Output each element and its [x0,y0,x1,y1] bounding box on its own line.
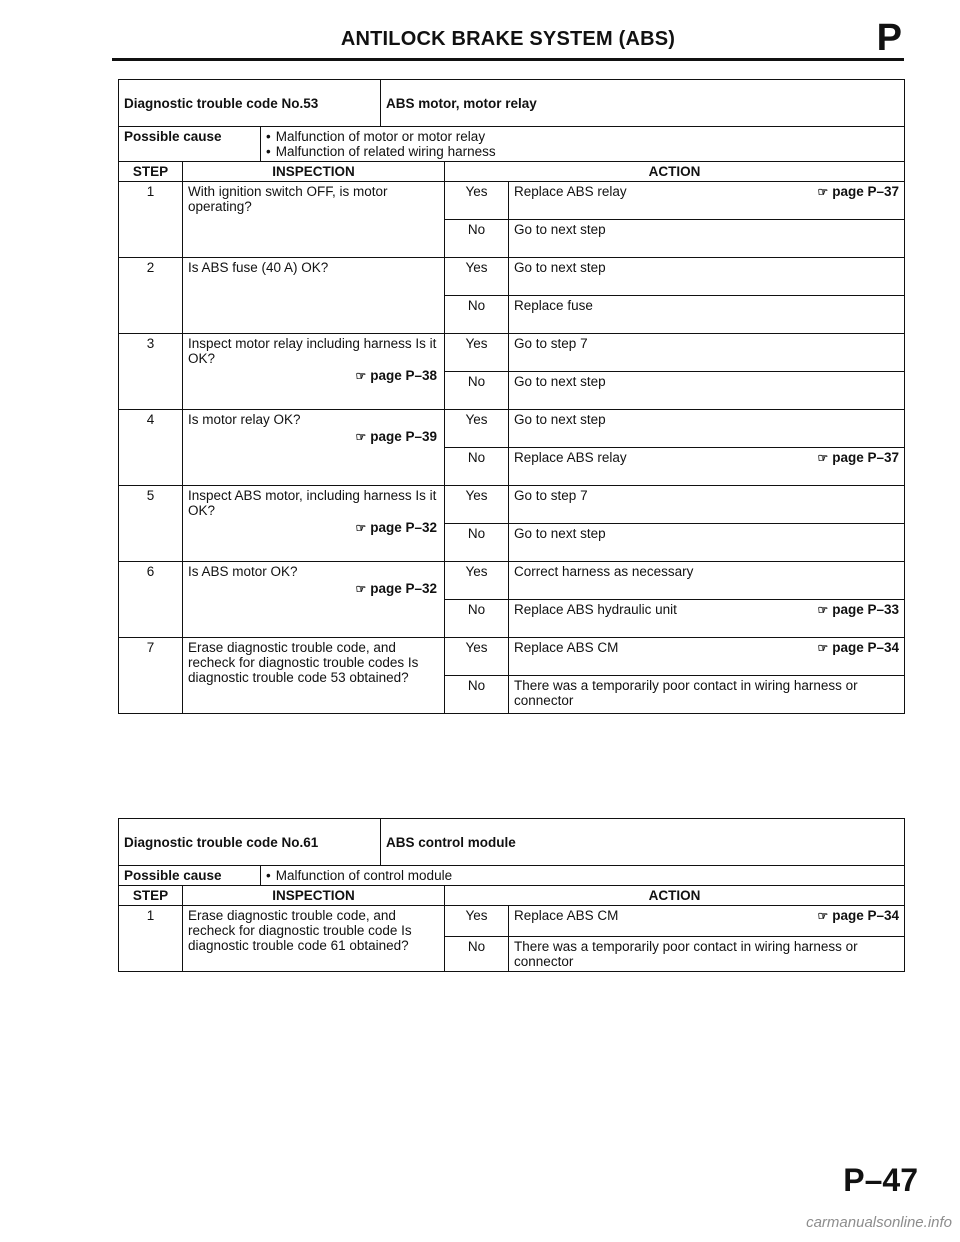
book-pointer-icon: ☞ [817,603,829,617]
yes-action-text: Correct harness as necessary [514,564,694,579]
inspection-text: Is motor relay OK? [188,412,301,427]
page-reference [817,184,899,200]
yes-action [509,486,905,524]
cause-list [266,868,899,883]
no-label: No [445,296,509,334]
page-reference-text: page P–34 [832,908,900,923]
section-letter: P [876,17,902,59]
no-action-text: There was a temporarily poor contact in wiring harness or connector [514,939,858,969]
inspection-text: Is ABS motor OK? [188,564,298,579]
no-action-text: Go to next step [514,222,606,237]
no-label: No [445,524,509,562]
inspection-text: Erase diagnostic trouble code, and recheck for diagnostic trouble code Is diagnostic trouble code 61 obtained? [188,908,412,953]
no-action [509,524,905,562]
col-inspection-header: INSPECTION [183,886,445,906]
dtc-name: ABS control module [381,819,905,866]
yes-action-text: Replace ABS CM [514,640,619,655]
page-title: ANTILOCK BRAKE SYSTEM (ABS) [340,28,676,50]
yes-label: Yes [445,638,509,676]
yes-action-text: Go to next step [514,412,606,427]
step-number: 5 [119,486,183,562]
yes-action [509,182,905,220]
possible-cause-label: Possible cause [119,866,261,886]
yes-action [509,906,905,937]
column-header-row [119,162,905,182]
step-inspection [183,410,445,486]
step-number: 3 [119,334,183,410]
yes-label: Yes [445,258,509,296]
inspection-text: Erase diagnostic trouble code, and recheck for diagnostic trouble codes Is diagnostic trouble code 53 obtained? [188,640,419,685]
no-action [509,448,905,486]
no-action-text: Go to next step [514,526,606,541]
page-reference [817,450,899,466]
step-inspection [183,562,445,638]
step-number: 7 [119,638,183,714]
yes-label: Yes [445,906,509,937]
no-label: No [445,600,509,638]
step-inspection [183,906,445,972]
step-row-yes [119,562,905,600]
step-row-yes [119,638,905,676]
step-row-yes [119,182,905,220]
possible-cause-list [261,127,905,162]
yes-action [509,334,905,372]
step-row-yes [119,334,905,372]
step-inspection [183,258,445,334]
page-reference [817,640,899,656]
book-pointer-icon: ☞ [355,369,367,383]
no-label: No [445,372,509,410]
page-reference-text: page P–34 [832,640,900,655]
col-step-header: STEP [119,886,183,906]
no-label: No [445,676,509,714]
page-reference-text: page P–32 [370,581,438,596]
header-rule [112,58,904,61]
yes-action [509,638,905,676]
book-pointer-icon: ☞ [355,430,367,444]
book-pointer-icon: ☞ [355,521,367,535]
page-reference [188,368,439,384]
possible-cause-row [119,127,905,162]
page-number: P–47 [843,1162,918,1198]
no-action-text: Go to next step [514,374,606,389]
page-reference [188,429,439,445]
page-reference [817,602,899,618]
no-action [509,372,905,410]
page-reference [817,908,899,924]
no-action-text: Replace ABS relay [514,450,627,465]
book-pointer-icon: ☞ [817,451,829,465]
dtc-53-table [118,79,905,714]
no-label: No [445,220,509,258]
no-label: No [445,448,509,486]
yes-label: Yes [445,334,509,372]
inspection-text: Inspect ABS motor, including harness Is it OK? [188,488,437,518]
page-header [112,18,904,58]
step-row-yes [119,906,905,937]
page-reference [188,520,439,536]
no-action-text: Replace fuse [514,298,593,313]
step-inspection [183,182,445,258]
inspection-text: Inspect motor relay including harness Is it OK? [188,336,437,366]
no-action [509,296,905,334]
page-reference-text: page P–37 [832,450,900,465]
possible-cause-row [119,866,905,886]
no-action-text: There was a temporarily poor contact in wiring harness or connector [514,678,858,708]
yes-action-text: Go to next step [514,260,606,275]
col-action-header: ACTION [445,162,905,182]
step-number: 4 [119,410,183,486]
book-pointer-icon: ☞ [817,641,829,655]
inspection-text: With ignition switch OFF, is motor operating? [188,184,388,214]
page-reference-text: page P–37 [832,184,900,199]
yes-label: Yes [445,410,509,448]
col-step-header: STEP [119,162,183,182]
step-number: 1 [119,906,183,972]
cause-item: • Malfunction of motor or motor relay [266,129,899,144]
no-action [509,937,905,972]
step-row-yes [119,486,905,524]
yes-action [509,562,905,600]
yes-label: Yes [445,182,509,220]
step-inspection [183,334,445,410]
possible-cause-label: Possible cause [119,127,261,162]
dtc-61-table [118,818,905,972]
yes-label: Yes [445,486,509,524]
dtc-number-label: Diagnostic trouble code No.53 [119,80,381,127]
no-label: No [445,937,509,972]
book-pointer-icon: ☞ [817,185,829,199]
yes-action [509,258,905,296]
page-reference-text: page P–39 [370,429,438,444]
column-header-row [119,886,905,906]
dtc-number-label: Diagnostic trouble code No.61 [119,819,381,866]
step-row-yes [119,410,905,448]
watermark: carmanualsonline.info [806,1214,952,1231]
yes-action [509,410,905,448]
dtc-header-row [119,80,905,127]
yes-action-text: Replace ABS relay [514,184,627,199]
page-reference-text: page P–33 [832,602,900,617]
no-action [509,600,905,638]
step-number: 1 [119,182,183,258]
no-action [509,676,905,714]
yes-action-text: Replace ABS CM [514,908,619,923]
dtc-name: ABS motor, motor relay [381,80,905,127]
step-inspection [183,638,445,714]
page-reference-text: page P–38 [370,368,438,383]
cause-list [266,129,899,159]
book-pointer-icon: ☞ [817,909,829,923]
col-action-header: ACTION [445,886,905,906]
step-row-yes [119,258,905,296]
inspection-text: Is ABS fuse (40 A) OK? [188,260,329,275]
cause-item: • Malfunction of related wiring harness [266,144,899,159]
yes-action-text: Go to step 7 [514,488,588,503]
step-number: 6 [119,562,183,638]
no-action-text: Replace ABS hydraulic unit [514,602,677,617]
cause-item: • Malfunction of control module [266,868,899,883]
step-inspection [183,486,445,562]
no-action [509,220,905,258]
col-inspection-header: INSPECTION [183,162,445,182]
dtc-header-row [119,819,905,866]
step-number: 2 [119,258,183,334]
possible-cause-list [261,866,905,886]
page-reference [188,581,439,597]
book-pointer-icon: ☞ [355,582,367,596]
yes-action-text: Go to step 7 [514,336,588,351]
page-reference-text: page P–32 [370,520,438,535]
yes-label: Yes [445,562,509,600]
